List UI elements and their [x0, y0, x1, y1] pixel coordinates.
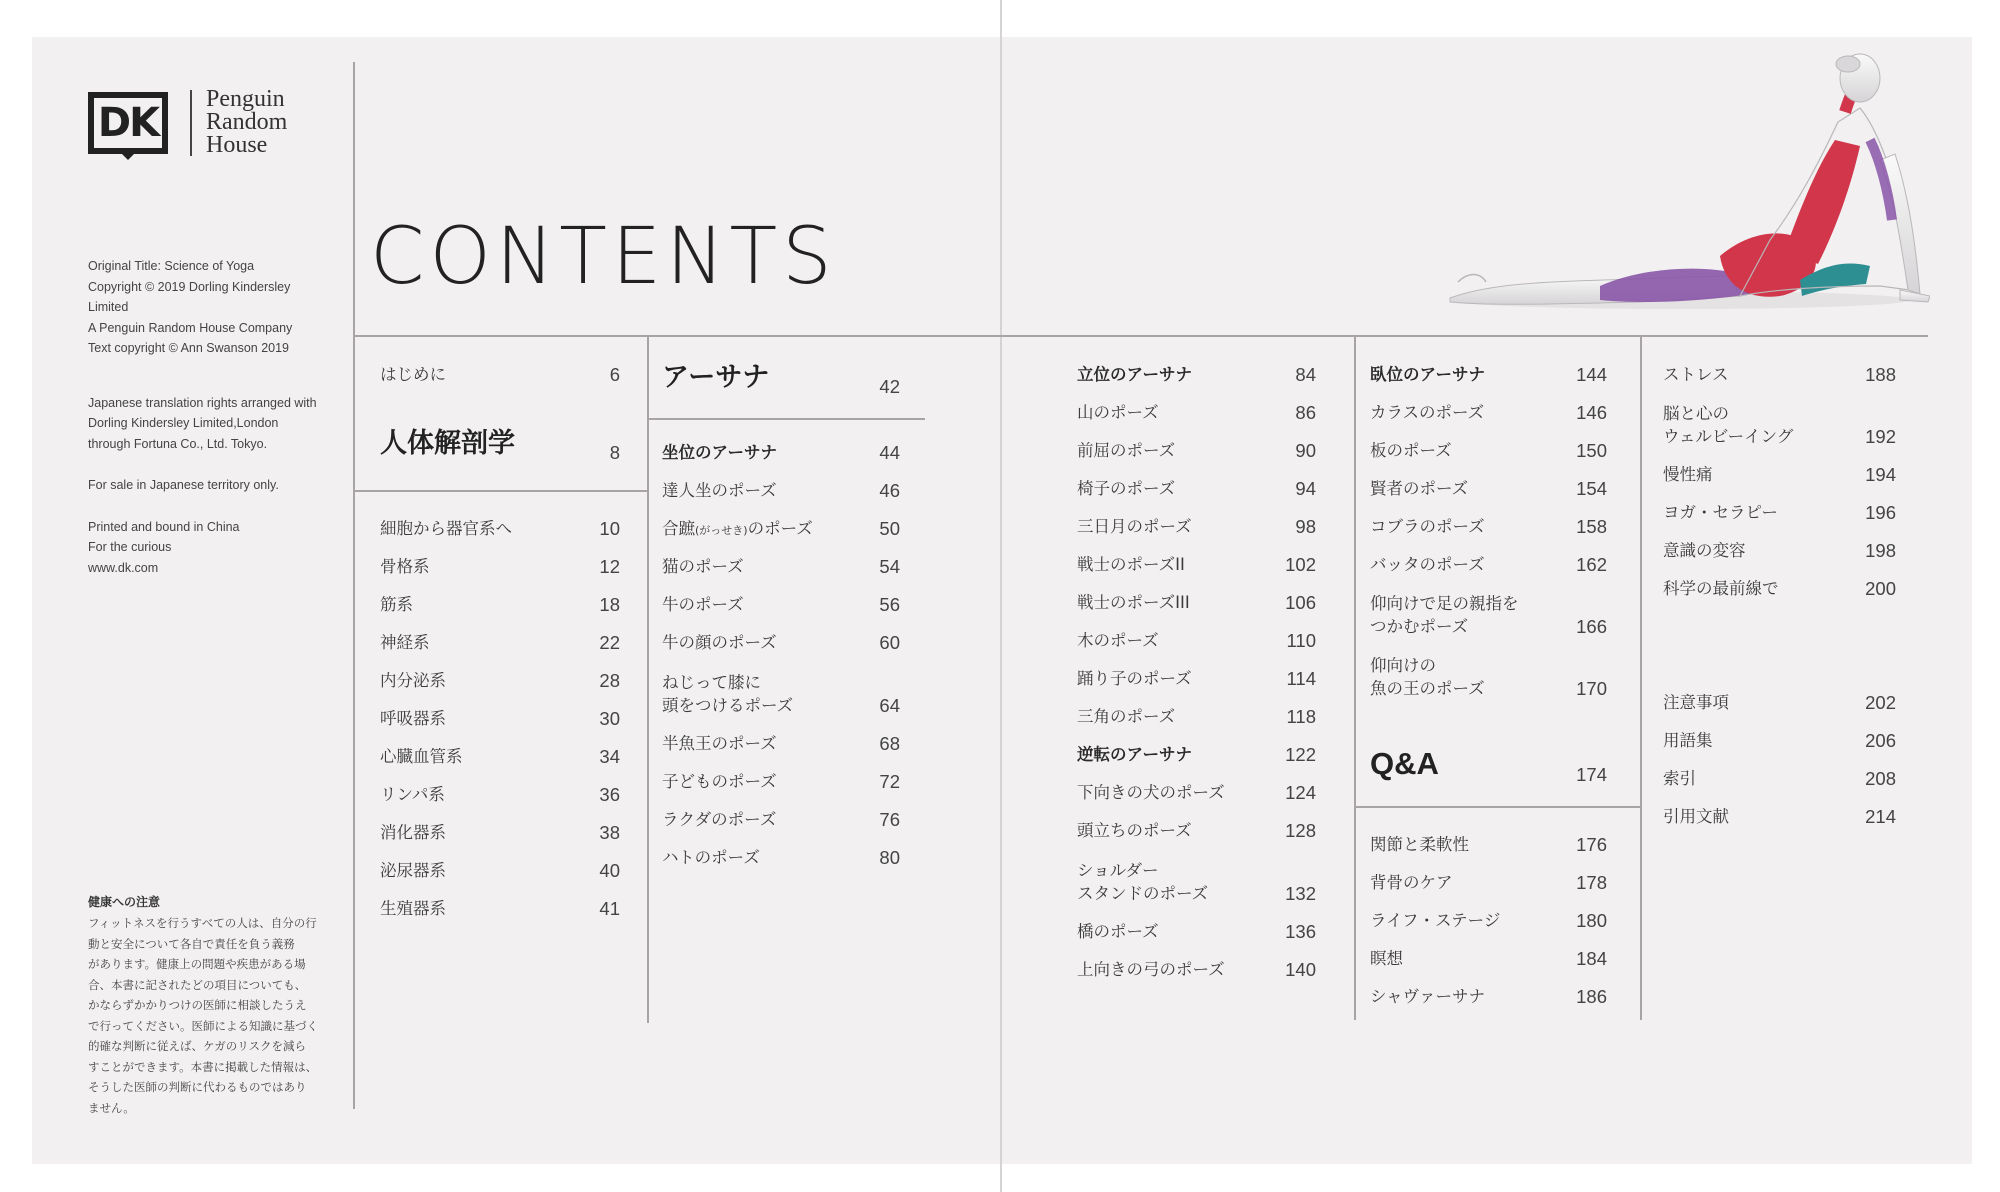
toc-entry[interactable]: 内分泌系 — [380, 671, 446, 690]
toc-entry-line: 脳と心の — [1663, 404, 1729, 423]
credits-line: Text copyright © Ann Swanson 2019 — [88, 341, 290, 355]
toc-page-number: 98 — [1295, 516, 1316, 537]
toc-entry[interactable]: 板のポーズ — [1370, 441, 1452, 460]
toc-entry[interactable]: 橋のポーズ — [1077, 922, 1159, 941]
toc-entry[interactable]: 猫のポーズ — [662, 557, 744, 576]
toc-entry[interactable] — [1370, 654, 1485, 700]
toc-page-number: 194 — [1865, 464, 1896, 485]
column-rule — [1640, 335, 1642, 1020]
toc-entry[interactable]: 前屈のポーズ — [1077, 441, 1176, 460]
toc-entry[interactable]: 三角のポーズ — [1077, 707, 1176, 726]
toc-entry[interactable]: 下向きの犬のポーズ — [1077, 783, 1225, 802]
toc-page-number: 94 — [1295, 478, 1316, 499]
toc-entry[interactable]: コブラのポーズ — [1370, 517, 1485, 536]
toc-page-number: 200 — [1865, 578, 1896, 599]
toc-page-number: 114 — [1286, 668, 1316, 689]
margin-rule — [353, 62, 355, 1109]
dk-logo — [88, 92, 168, 154]
toc-page-number: 80 — [879, 847, 900, 868]
toc-page-number: 140 — [1285, 959, 1316, 980]
toc-page-number: 208 — [1865, 768, 1896, 789]
toc-page-number: 128 — [1285, 820, 1316, 841]
toc-page-number: 6 — [609, 364, 620, 385]
toc-page-number: 198 — [1865, 540, 1896, 561]
toc-page-number: 8 — [609, 442, 620, 463]
toc-page-number: 22 — [599, 632, 620, 653]
toc-section-qa[interactable]: Q&A — [1370, 746, 1439, 781]
toc-page-number: 186 — [1576, 986, 1607, 1007]
toc-page-number: 136 — [1285, 921, 1316, 942]
health-notice-text — [88, 913, 320, 1118]
health-line: ません。 — [88, 1100, 135, 1115]
toc-page-number: 18 — [599, 594, 620, 615]
credits-line: through Fortuna Co., Ltd. Tokyo. — [88, 436, 268, 451]
toc-entry-line: ウェルビーイング — [1663, 427, 1794, 446]
toc-section-anatomy[interactable]: 人体解剖学 — [380, 428, 515, 459]
toc-page-number: 90 — [1295, 440, 1316, 461]
toc-page-number: 10 — [599, 518, 620, 539]
toc-entry[interactable]: 消化器系 — [380, 823, 446, 842]
toc-entry-label: 合蹠 — [662, 519, 695, 538]
toc-page-number: 86 — [1295, 402, 1316, 423]
column-rule — [1354, 335, 1356, 1020]
toc-entry[interactable]: バッタのポーズ — [1370, 555, 1485, 574]
toc-page-number: 178 — [1576, 872, 1607, 893]
toc-subsection-inversion[interactable]: 逆転のアーサナ — [1077, 745, 1193, 764]
toc-page-number: 146 — [1576, 402, 1607, 423]
toc-entry-line: 魚の王のポーズ — [1370, 679, 1485, 698]
dk-logo-tab — [118, 150, 138, 160]
toc-entry[interactable] — [662, 671, 793, 717]
toc-page-number: 102 — [1285, 554, 1316, 575]
toc-page-number: 150 — [1576, 440, 1607, 461]
toc-entry[interactable]: 半魚王のポーズ — [662, 734, 777, 753]
toc-entry[interactable]: 生殖器系 — [380, 899, 446, 918]
credits-line: For sale in Japanese territory only. — [88, 478, 279, 492]
credits-line: www.dk.com — [88, 560, 159, 575]
toc-entry[interactable]: 賢者のポーズ — [1370, 479, 1469, 498]
health-notice-title: 健康への注意 — [88, 895, 161, 909]
toc-entry[interactable]: 呼吸器系 — [380, 709, 446, 728]
toc-subsection-seated[interactable]: 坐位のアーサナ — [662, 443, 778, 462]
toc-entry[interactable] — [1370, 592, 1519, 638]
health-line: 合、本書に記されたどの項目についても、 — [88, 977, 307, 992]
toc-entry[interactable]: カラスのポーズ — [1370, 403, 1485, 422]
toc-entry[interactable]: 引用文献 — [1663, 807, 1729, 826]
toc-entry[interactable]: 椅子のポーズ — [1077, 479, 1176, 498]
toc-entry[interactable]: 戦士のポーズIII — [1077, 593, 1190, 612]
toc-entry[interactable]: 木のポーズ — [1077, 631, 1159, 650]
toc-entry[interactable]: 科学の最前線で — [1663, 579, 1779, 598]
credits-line: Copyright © 2019 Dorling Kindersley — [88, 279, 291, 294]
health-line: があります。健康上の問題や疾患がある場 — [88, 957, 306, 971]
health-line: かならずかかりつけの医師に相談したうえ — [88, 998, 307, 1012]
toc-entry[interactable]: 子どものポーズ — [662, 772, 777, 791]
toc-entry[interactable]: 瞑想 — [1370, 949, 1403, 968]
health-line: で行ってください。医師による知識に基づく — [88, 1018, 318, 1033]
toc-page-number: 42 — [879, 376, 900, 397]
credits-line: Japanese translation rights arranged with — [88, 395, 317, 410]
publisher-line: Random — [206, 109, 288, 135]
section-rule — [1354, 806, 1640, 808]
health-line: そうした医師の判断に代わるものではあり — [88, 1080, 307, 1094]
toc-entry[interactable]: 山のポーズ — [1077, 403, 1159, 422]
toc-page-number: 166 — [1576, 616, 1607, 637]
toc-entry[interactable]: ライフ・ステージ — [1370, 911, 1501, 930]
toc-entry[interactable]: ハトのポーズ — [662, 848, 760, 867]
toc-page-number: 202 — [1865, 692, 1896, 713]
toc-page-number: 184 — [1576, 948, 1607, 969]
toc-page-number: 206 — [1865, 730, 1896, 751]
toc-page-number: 84 — [1295, 364, 1316, 385]
toc-page-number: 174 — [1576, 764, 1607, 785]
publisher-wordmark — [206, 88, 287, 157]
contents-title: CONTENTS — [370, 212, 837, 302]
toc-entry[interactable]: 頭立ちのポーズ — [1077, 821, 1192, 840]
credits-line: Original Title: Science of Yoga — [88, 259, 255, 273]
toc-entry[interactable] — [662, 517, 813, 542]
toc-entry[interactable]: 用語集 — [1663, 731, 1713, 750]
toc-page-number: 40 — [599, 860, 620, 881]
toc-entry[interactable]: 筋系 — [380, 595, 413, 614]
toc-page-number: 30 — [599, 708, 620, 729]
toc-page-number: 144 — [1576, 364, 1607, 385]
health-line: 動と安全について各自で責任を負う義務 — [88, 936, 295, 951]
book-gutter — [1000, 0, 1002, 1192]
toc-entry[interactable]: 三日月のポーズ — [1077, 517, 1192, 536]
toc-entry[interactable]: 泌尿器系 — [380, 861, 446, 880]
toc-entry-intro[interactable]: はじめに — [380, 365, 446, 384]
toc-entry[interactable]: シャヴァーサナ — [1370, 987, 1486, 1006]
health-line: 的確な判断に従えば、ケガのリスクを減ら — [88, 1039, 307, 1053]
toc-entry[interactable]: 上向きの弓のポーズ — [1077, 960, 1225, 979]
toc-entry[interactable]: 慢性痛 — [1663, 465, 1713, 484]
toc-page-number: 50 — [879, 518, 900, 539]
credits-line: A Penguin Random House Company — [88, 320, 293, 335]
toc-page-number: 132 — [1285, 883, 1316, 904]
copyright-credits — [88, 236, 338, 578]
toc-page-number: 72 — [879, 771, 900, 792]
toc-page-number: 170 — [1576, 678, 1607, 699]
publisher-line: Penguin — [206, 86, 285, 112]
toc-page-number: 106 — [1285, 592, 1316, 613]
toc-entry[interactable]: ラクダのポーズ — [662, 810, 777, 829]
toc-entry[interactable]: 牛のポーズ — [662, 595, 744, 614]
toc-page-number: 44 — [879, 442, 900, 463]
toc-entry[interactable]: 戦士のポーズII — [1077, 555, 1185, 574]
toc-page-number: 64 — [879, 695, 900, 716]
health-line: フィットネスを行うすべての人は、自分の行 — [88, 916, 317, 930]
toc-page-number: 28 — [599, 670, 620, 691]
ruby-reading: (がっせき) — [695, 524, 748, 537]
toc-entry[interactable]: 注意事項 — [1663, 693, 1729, 712]
toc-entry[interactable]: 背骨のケア — [1370, 873, 1453, 892]
toc-page-number: 158 — [1576, 516, 1607, 537]
publisher-line: House — [206, 132, 268, 158]
credits-line: Dorling Kindersley Limited,London — [88, 416, 279, 430]
section-rule — [353, 490, 647, 492]
toc-entry[interactable]: ヨガ・セラピー — [1663, 503, 1778, 522]
toc-entry[interactable]: 骨格系 — [380, 557, 430, 576]
toc-entry[interactable]: 関節と柔軟性 — [1370, 835, 1469, 854]
toc-page-number: 12 — [599, 556, 620, 577]
cobra-pose-illustration — [1440, 50, 1930, 320]
toc-page-number: 110 — [1286, 630, 1316, 651]
toc-entry[interactable] — [1077, 859, 1208, 905]
header-rule — [353, 335, 1928, 337]
toc-subsection-lying[interactable]: 臥位のアーサナ — [1370, 365, 1486, 384]
toc-page-number: 122 — [1285, 744, 1316, 765]
toc-page-number: 41 — [599, 898, 620, 919]
toc-entry[interactable] — [1663, 402, 1793, 448]
toc-page-number: 46 — [879, 480, 900, 501]
toc-page-number: 180 — [1576, 910, 1607, 931]
toc-entry-line: スタンドのポーズ — [1077, 884, 1209, 903]
toc-entry-line: 仰向けで足の親指を — [1370, 594, 1519, 613]
toc-entry[interactable]: リンパ系 — [380, 785, 445, 804]
toc-entry[interactable]: 神経系 — [380, 633, 430, 652]
toc-page-number: 34 — [599, 746, 620, 767]
toc-entry[interactable]: 心臓血管系 — [380, 747, 463, 766]
toc-entry[interactable]: 牛の顔のポーズ — [662, 633, 777, 652]
toc-page-number: 60 — [879, 632, 900, 653]
toc-page-number: 196 — [1865, 502, 1896, 523]
dk-logo-text: DK — [97, 100, 159, 146]
toc-subsection-standing[interactable]: 立位のアーサナ — [1077, 365, 1193, 384]
credits-line: Printed and bound in China — [88, 519, 240, 534]
toc-page-number: 214 — [1865, 806, 1896, 827]
section-rule — [647, 418, 925, 420]
toc-entry[interactable]: 踊り子のポーズ — [1077, 669, 1192, 688]
toc-page-number: 176 — [1576, 834, 1607, 855]
health-line: すことができます。本書に掲載した情報は、 — [88, 1059, 318, 1074]
credits-line: Limited — [88, 300, 129, 314]
toc-page-number: 68 — [879, 733, 900, 754]
toc-entry[interactable]: 意識の変容 — [1663, 541, 1746, 560]
toc-entry-line: 仰向けの — [1370, 656, 1436, 675]
toc-entry[interactable]: 達人坐のポーズ — [662, 481, 777, 500]
toc-entry[interactable]: ストレス — [1663, 365, 1729, 384]
toc-entry-line: ショルダー — [1077, 861, 1159, 880]
toc-page-number: 188 — [1865, 364, 1896, 385]
toc-page-number: 124 — [1285, 782, 1316, 803]
toc-entry-label-suffix: のポーズ — [747, 519, 813, 538]
toc-page-number: 38 — [599, 822, 620, 843]
toc-entry[interactable]: 細胞から器官系へ — [380, 519, 512, 538]
toc-page-number: 154 — [1576, 478, 1607, 499]
toc-entry-line: ねじって膝に — [662, 673, 761, 692]
credits-line: For the curious — [88, 540, 172, 554]
toc-page-number: 118 — [1286, 706, 1316, 727]
toc-entry-line: 頭をつけるポーズ — [662, 696, 794, 715]
toc-entry[interactable]: 索引 — [1663, 769, 1696, 788]
toc-page-number: 56 — [879, 594, 900, 615]
toc-page-number: 36 — [599, 784, 620, 805]
toc-page-number: 54 — [879, 556, 900, 577]
column-rule — [647, 335, 649, 1023]
toc-entry-line: つかむポーズ — [1370, 617, 1469, 636]
toc-page-number: 76 — [879, 809, 900, 830]
toc-page-number: 162 — [1576, 554, 1607, 575]
toc-page-number: 192 — [1865, 426, 1896, 447]
logo-divider — [190, 90, 192, 156]
toc-section-asana[interactable]: アーサナ — [662, 362, 770, 393]
